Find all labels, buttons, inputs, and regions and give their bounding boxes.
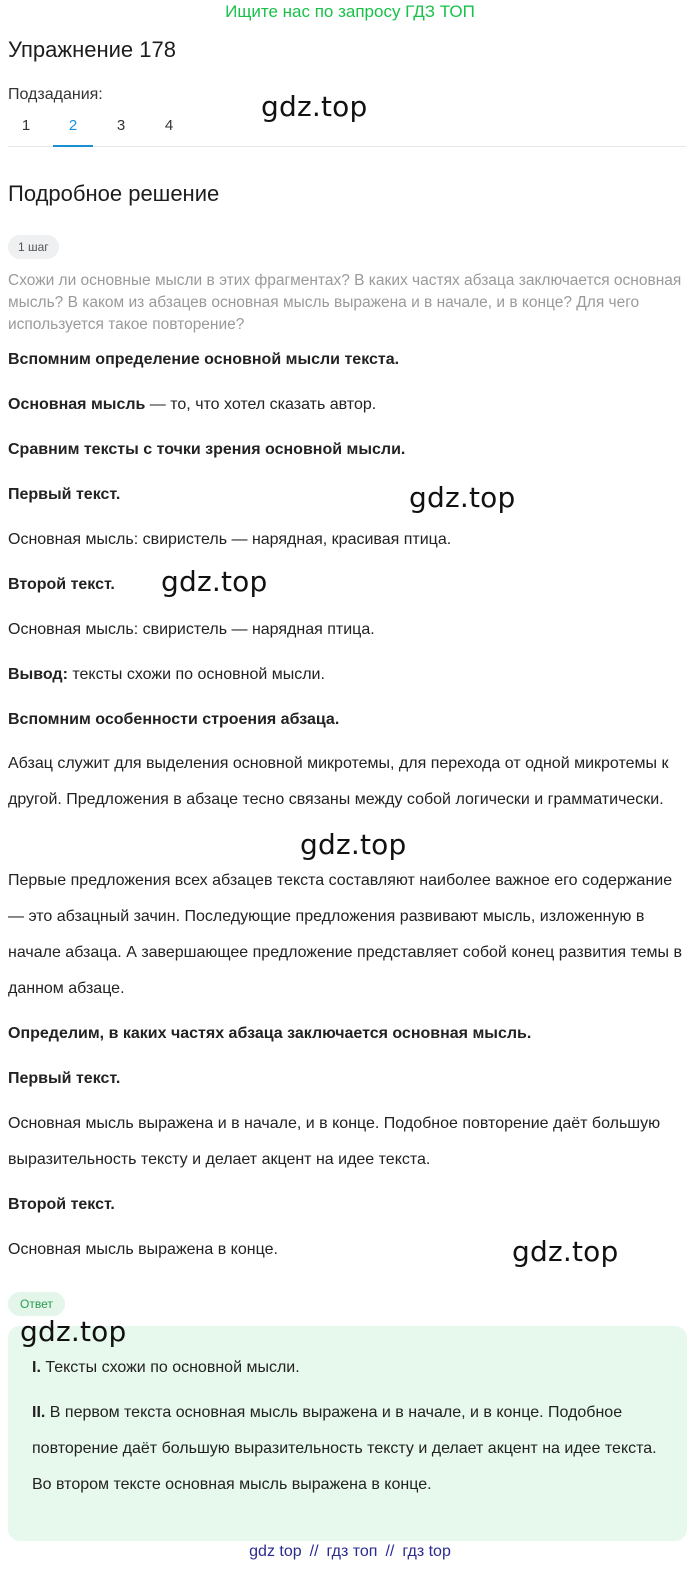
paragraph-structure-1: Абзац служит для выделения основной микротемы, для перехода от одной микротемы к другой. Предложения в абзаце тесно связаны между собой логически и грамматически. — [8, 755, 669, 808]
watermark: gdz.top — [409, 481, 516, 514]
answer-item-1-number: I. — [32, 1359, 41, 1376]
answer-item-2-text: В первом текста основная мысль выражена и в начале, и в конце. Подобное повторение даёт большую выразительность тексту и делает акцент на идее текста. Во втором тексте основная мысль выражена в конце. — [32, 1404, 657, 1493]
paragraph-structure-2: Первые предложения всех абзацев текста составляют наиболее важное его содержание — это абзацный зачин. Последующие предложения развивают мысль, изложенную в начале абзаца. А завершающее предложение представляет собой конец развития темы в данном абзаце. — [8, 872, 682, 997]
second-text-main-thought: Основная мысль: свиристель — нарядная птица. — [8, 621, 375, 638]
heading-compare: Сравним тексты с точки зрения основной мысли. — [8, 441, 406, 458]
second-text-detail: Основная мысль выражена в конце. — [8, 1241, 278, 1258]
watermark: gdz.top — [512, 1235, 619, 1268]
second-text-label-2: Второй текст. — [8, 1196, 115, 1213]
watermark: gdz.top — [300, 828, 407, 861]
conclusion-text: тексты схожи по основной мысли. — [67, 666, 325, 683]
subtask-tab-1[interactable]: 1 — [21, 117, 31, 134]
heading-recall-structure: Вспомним особенности строения абзаца. — [8, 711, 340, 728]
conclusion — [8, 666, 688, 684]
tabs-divider — [8, 146, 686, 147]
solution-title: Подробное решение — [8, 181, 220, 206]
subtask-tab-4[interactable]: 4 — [164, 117, 174, 134]
main-thought-definition — [8, 396, 688, 414]
first-text-label: Первый текст. — [8, 486, 121, 503]
first-text-detail: Основная мысль выражена и в начале, и в конце. Подобное повторение даёт большую выразительность тексту и делает акцент на идее текста. — [8, 1115, 661, 1168]
footer-separator: // — [385, 1543, 395, 1560]
footer-links — [0, 1543, 700, 1561]
conclusion-label: Вывод: — [8, 666, 68, 683]
search-hint-banner: Ищите нас по запросу ГДЗ ТОП — [225, 2, 475, 21]
watermark: gdz.top — [161, 565, 268, 598]
question-text: Схожи ли основные мысли в этих фрагментах? В каких частях абзаца заключается основная мысль? В каком из абзацев основная мысль выражена и в начале, и в конце? Для чего используется такое повторение? — [8, 272, 682, 333]
watermark: gdz.top — [20, 1315, 127, 1348]
subtask-tab-2[interactable]: 2 — [68, 117, 78, 134]
subtask-tab-3[interactable]: 3 — [116, 117, 126, 134]
footer-separator: // — [309, 1543, 319, 1560]
answer-badge: Ответ — [8, 1292, 65, 1316]
answer-item-2 — [32, 1395, 672, 1503]
definition-term: Основная мысль — [8, 396, 146, 413]
active-tab-indicator — [53, 145, 93, 147]
answer-item-1-text: Тексты схожи по основной мысли. — [40, 1359, 300, 1376]
definition-text: — то, что хотел сказать автор. — [145, 396, 377, 413]
footer-link-gdz-top[interactable]: gdz top — [249, 1543, 302, 1560]
heading-recall-main: Вспомним определение основной мысли текста. — [8, 351, 400, 368]
first-text-main-thought: Основная мысль: свиристель — нарядная, красивая птица. — [8, 531, 452, 548]
answer-item-1 — [32, 1350, 672, 1386]
subtasks-label: Подзадания: — [8, 86, 103, 103]
second-text-label: Второй текст. — [8, 576, 115, 593]
step-badge: 1 шаг — [8, 235, 59, 259]
footer-link-gdz-top-mixed[interactable]: гдз top — [402, 1543, 451, 1560]
first-text-label-2: Первый текст. — [8, 1070, 121, 1087]
watermark: gdz.top — [261, 90, 368, 123]
footer-link-gdz-top-ru[interactable]: гдз топ — [326, 1543, 378, 1560]
heading-determine: Определим, в каких частях абзаца заключается основная мысль. — [8, 1025, 532, 1042]
answer-item-2-number: II. — [32, 1404, 46, 1421]
exercise-title: Упражнение 178 — [8, 37, 176, 62]
